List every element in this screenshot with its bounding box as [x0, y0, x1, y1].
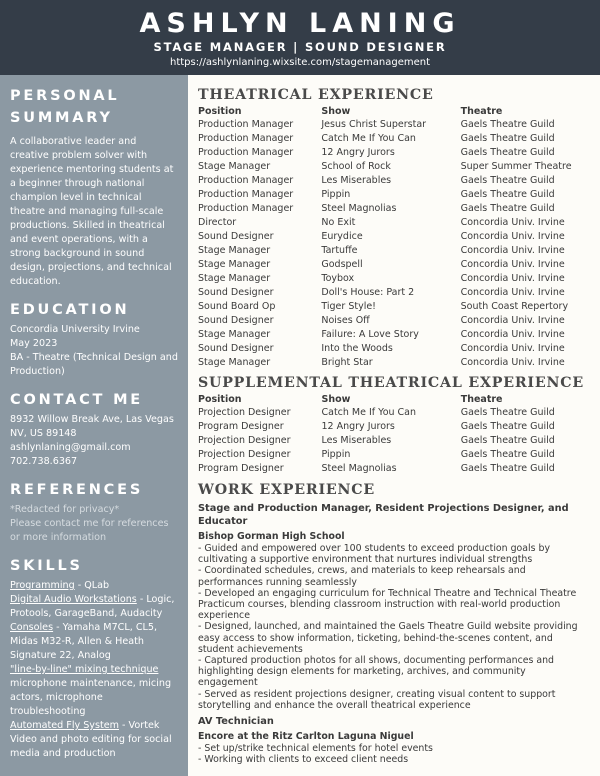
- supplemental-table: [198, 393, 600, 476]
- show-cell: Pippin: [321, 189, 351, 200]
- show-cell: 12 Angry Jurors: [321, 421, 395, 432]
- job-title: Stage and Production Manager, Resident Projections Designer, and Educator: [198, 503, 569, 527]
- show-cell: Bright Star: [321, 357, 373, 368]
- theatre-cell: Concordia Univ. Irvine: [460, 231, 565, 242]
- skill-detail: - QLab: [74, 580, 110, 591]
- show-cell: Catch Me If You Can: [321, 133, 416, 144]
- skill-item: [10, 621, 178, 663]
- position-cell: Stage Manager: [198, 161, 271, 172]
- skill-detail: microphone maintenance, micing actors, microphone troubleshooting: [10, 678, 172, 717]
- position-cell: Projection Designer: [198, 449, 291, 460]
- skill-item: [10, 663, 178, 719]
- skill-name[interactable]: Programming: [10, 580, 75, 591]
- position-cell: Stage Manager: [198, 357, 271, 368]
- job-organization: Bishop Gorman High School: [198, 531, 345, 542]
- references-redacted: *Redacted for privacy*: [10, 504, 120, 515]
- show-cell: Steel Magnolias: [321, 203, 397, 214]
- bullet-item: - Designed, launched, and maintained the Gaels Theatre Guild website providing easy access to show information, ticketing, behind-the-scenes content, and student achievements: [198, 621, 578, 655]
- education-date: May 2023: [10, 338, 58, 349]
- theatrical-rows: [198, 118, 600, 370]
- skill-detail: - Yamaha M7CL, CL5, Midas M32-R, Allen & Heath Signature 22, Analog: [10, 622, 158, 661]
- table-row: [198, 448, 600, 462]
- table-row: [198, 328, 600, 342]
- position-cell: Sound Designer: [198, 287, 274, 298]
- position-cell: Stage Manager: [198, 245, 271, 256]
- theatre-cell: Concordia Univ. Irvine: [460, 245, 565, 256]
- show-cell: Failure: A Love Story: [321, 329, 419, 340]
- show-cell: Les Miserables: [321, 435, 392, 446]
- position-cell: Stage Manager: [198, 273, 271, 284]
- position-cell: Program Designer: [198, 421, 284, 432]
- table-row: [198, 230, 600, 244]
- table-row: [198, 118, 600, 132]
- show-cell: School of Rock: [321, 161, 391, 172]
- job-bullets: [198, 543, 588, 711]
- position-cell: Projection Designer: [198, 435, 291, 446]
- position-cell: Stage Manager: [198, 259, 271, 270]
- bullet-item: - Served as resident projections designer, creating visual content to support storytelling and enhance the overall theatrical experience: [198, 688, 556, 711]
- table-row: [198, 462, 600, 476]
- table-row: [198, 258, 600, 272]
- skill-item: [10, 719, 178, 761]
- show-cell: 12 Angry Jurors: [321, 147, 395, 158]
- show-cell: Pippin: [321, 449, 351, 460]
- skill-name[interactable]: "line-by-line" mixing technique: [10, 664, 159, 675]
- bullet-item: - Coordinated schedules, crews, and materials to keep rehearsals and performances running seamlessly: [198, 565, 526, 588]
- skill-item: [10, 579, 178, 593]
- table-row: [198, 314, 600, 328]
- position-cell: Sound Designer: [198, 231, 274, 242]
- show-cell: Eurydice: [321, 231, 363, 242]
- show-cell: Godspell: [321, 259, 363, 270]
- table-row: [198, 174, 600, 188]
- table-row: [198, 434, 600, 448]
- table-row: [198, 300, 600, 314]
- theatrical-heading: THEATRICAL EXPERIENCE: [198, 87, 434, 103]
- work-list: [198, 502, 600, 765]
- skill-detail: - Logic, Protools, GarageBand, Audacity: [10, 594, 175, 619]
- skill-detail: - Vortek Video and photo editing for social media and production: [10, 720, 172, 759]
- position-cell: Production Manager: [198, 147, 294, 158]
- show-cell: Into the Woods: [321, 343, 393, 354]
- main-content: [188, 75, 600, 776]
- theatre-cell: Gaels Theatre Guild: [460, 203, 555, 214]
- job-organization: Encore at the Ritz Carlton Laguna Niguel: [198, 731, 414, 743]
- position-cell: Sound Designer: [198, 343, 274, 354]
- theatre-cell: Concordia Univ. Irvine: [460, 357, 565, 368]
- references-note: Please contact me for references or more information: [10, 518, 169, 543]
- table-row: [198, 160, 600, 174]
- contact-address: 8932 Willow Break Ave, Las Vegas NV, US 89148: [10, 414, 174, 439]
- col-position: Position: [198, 394, 242, 405]
- show-cell: Steel Magnolias: [321, 463, 397, 474]
- show-cell: Catch Me If You Can: [321, 407, 417, 418]
- table-row: [198, 286, 600, 300]
- table-row: [198, 244, 600, 258]
- position-cell: Stage Manager: [198, 329, 271, 340]
- bullet-item: - Set up/strike technical elements for hotel events: [198, 743, 433, 755]
- theatre-cell: Concordia Univ. Irvine: [460, 343, 565, 354]
- work-heading: WORK EXPERIENCE: [198, 482, 375, 498]
- education-heading: EDUCATION: [10, 302, 130, 318]
- skill-name[interactable]: Digital Audio Workstations: [10, 594, 137, 605]
- position-cell: Projection Designer: [198, 407, 291, 418]
- theatre-cell: Gaels Theatre Guild: [460, 133, 555, 144]
- col-show: Show: [321, 394, 351, 405]
- theatre-cell: Concordia Univ. Irvine: [460, 217, 565, 228]
- skill-item: [10, 593, 178, 621]
- theatre-cell: Super Summer Theatre: [460, 161, 572, 172]
- references-heading: REFERENCES: [10, 482, 144, 498]
- theatre-cell: Gaels Theatre Guild: [460, 189, 555, 200]
- table-row: [198, 356, 600, 370]
- position-cell: Director: [198, 217, 237, 228]
- theatre-cell: Gaels Theatre Guild: [460, 147, 555, 158]
- theatre-cell: Gaels Theatre Guild: [460, 119, 555, 130]
- col-show: Show: [321, 106, 351, 117]
- theatre-cell: Gaels Theatre Guild: [460, 175, 555, 186]
- col-theatre: Theatre: [460, 106, 503, 117]
- theatre-cell: Concordia Univ. Irvine: [460, 329, 565, 340]
- name-title: ASHLYN LANING: [139, 8, 461, 39]
- show-cell: Jesus Christ Superstar: [321, 119, 427, 130]
- sidebar: [0, 75, 188, 776]
- theatre-cell: Gaels Theatre Guild: [460, 449, 555, 460]
- theatre-cell: Gaels Theatre Guild: [460, 421, 555, 432]
- position-cell: Production Manager: [198, 133, 294, 144]
- show-cell: Noises Off: [321, 315, 370, 326]
- portfolio-link[interactable]: https://ashlynlaning.wixsite.com/stagemanagement: [169, 57, 431, 68]
- table-row: [198, 216, 600, 230]
- table-row: [198, 188, 600, 202]
- skills-heading: SKILLS: [10, 558, 83, 574]
- summary-text: A collaborative leader and creative problem solver with experience mentoring students at a beginner through national champion level in technical theatre and managing full-scale productions. Skilled in theatrical and event operations, with a strong background in sound design, projections, and technical education.: [10, 136, 174, 287]
- theatre-cell: Concordia Univ. Irvine: [460, 315, 565, 326]
- theatre-cell: Gaels Theatre Guild: [460, 407, 555, 418]
- theatre-cell: Concordia Univ. Irvine: [460, 259, 565, 270]
- job-subtitle: STAGE MANAGER | SOUND DESIGNER: [153, 40, 447, 54]
- bullet-item: - Captured production photos for all shows, documenting performances and highlighting design elements for marketing, archives, and community engagement: [198, 655, 554, 689]
- theatre-cell: Concordia Univ. Irvine: [460, 273, 565, 284]
- show-cell: Les Miserables: [321, 175, 392, 186]
- bullet-item: - Developed an engaging curriculum for Technical Theatre and Technical Theatre Practicum courses, blending classroom instruction with real-world production experience: [198, 587, 577, 622]
- table-row: [198, 342, 600, 356]
- table-row: [198, 272, 600, 286]
- job-bullets: [198, 743, 588, 765]
- show-cell: Doll's House: Part 2: [321, 287, 415, 298]
- show-cell: Tartuffe: [321, 245, 358, 256]
- education-school: Concordia University Irvine: [10, 324, 140, 335]
- job-title: AV Technician: [198, 716, 274, 728]
- theatre-cell: Gaels Theatre Guild: [460, 463, 555, 474]
- position-cell: Sound Designer: [198, 315, 274, 326]
- theatre-cell: Concordia Univ. Irvine: [460, 287, 565, 298]
- bullet-item: - Working with clients to exceed client needs: [198, 754, 409, 766]
- contact-phone[interactable]: 702.738.6367: [10, 456, 78, 467]
- education-degree: BA - Theatre (Technical Design and Production): [10, 352, 178, 377]
- position-cell: Production Manager: [198, 175, 294, 186]
- contact-heading: CONTACT ME: [10, 392, 144, 408]
- header: [0, 0, 600, 75]
- table-row: [198, 420, 600, 434]
- table-row: [198, 406, 600, 420]
- supplemental-rows: [198, 406, 600, 476]
- table-row: [198, 132, 600, 146]
- show-cell: No Exit: [321, 217, 356, 228]
- table-row: [198, 202, 600, 216]
- theatre-cell: Gaels Theatre Guild: [460, 435, 555, 446]
- bullet-item: - Guided and empowered over 100 students to exceed production goals by cultivating a supportive environment that nurtures individual strengths: [198, 543, 550, 566]
- position-cell: Program Designer: [198, 463, 284, 474]
- skill-name[interactable]: Consoles: [10, 622, 54, 633]
- col-theatre: Theatre: [460, 394, 503, 405]
- show-cell: Toybox: [321, 273, 355, 284]
- position-cell: Production Manager: [198, 119, 294, 130]
- summary-heading: PERSONAL SUMMARY: [10, 88, 120, 126]
- table-row: [198, 146, 600, 160]
- theatre-cell: South Coast Repertory: [460, 301, 569, 312]
- position-cell: Sound Board Op: [198, 301, 276, 312]
- position-cell: Production Manager: [198, 203, 294, 214]
- contact-email[interactable]: ashlynlaning@gmail.com: [10, 442, 131, 453]
- position-cell: Production Manager: [198, 189, 294, 200]
- theatrical-table: [198, 105, 600, 370]
- supplemental-heading: SUPPLEMENTAL THEATRICAL EXPERIENCE: [198, 375, 584, 391]
- col-position: Position: [198, 106, 242, 117]
- skill-name[interactable]: Automated Fly System: [10, 720, 119, 731]
- show-cell: Tiger Style!: [321, 301, 376, 312]
